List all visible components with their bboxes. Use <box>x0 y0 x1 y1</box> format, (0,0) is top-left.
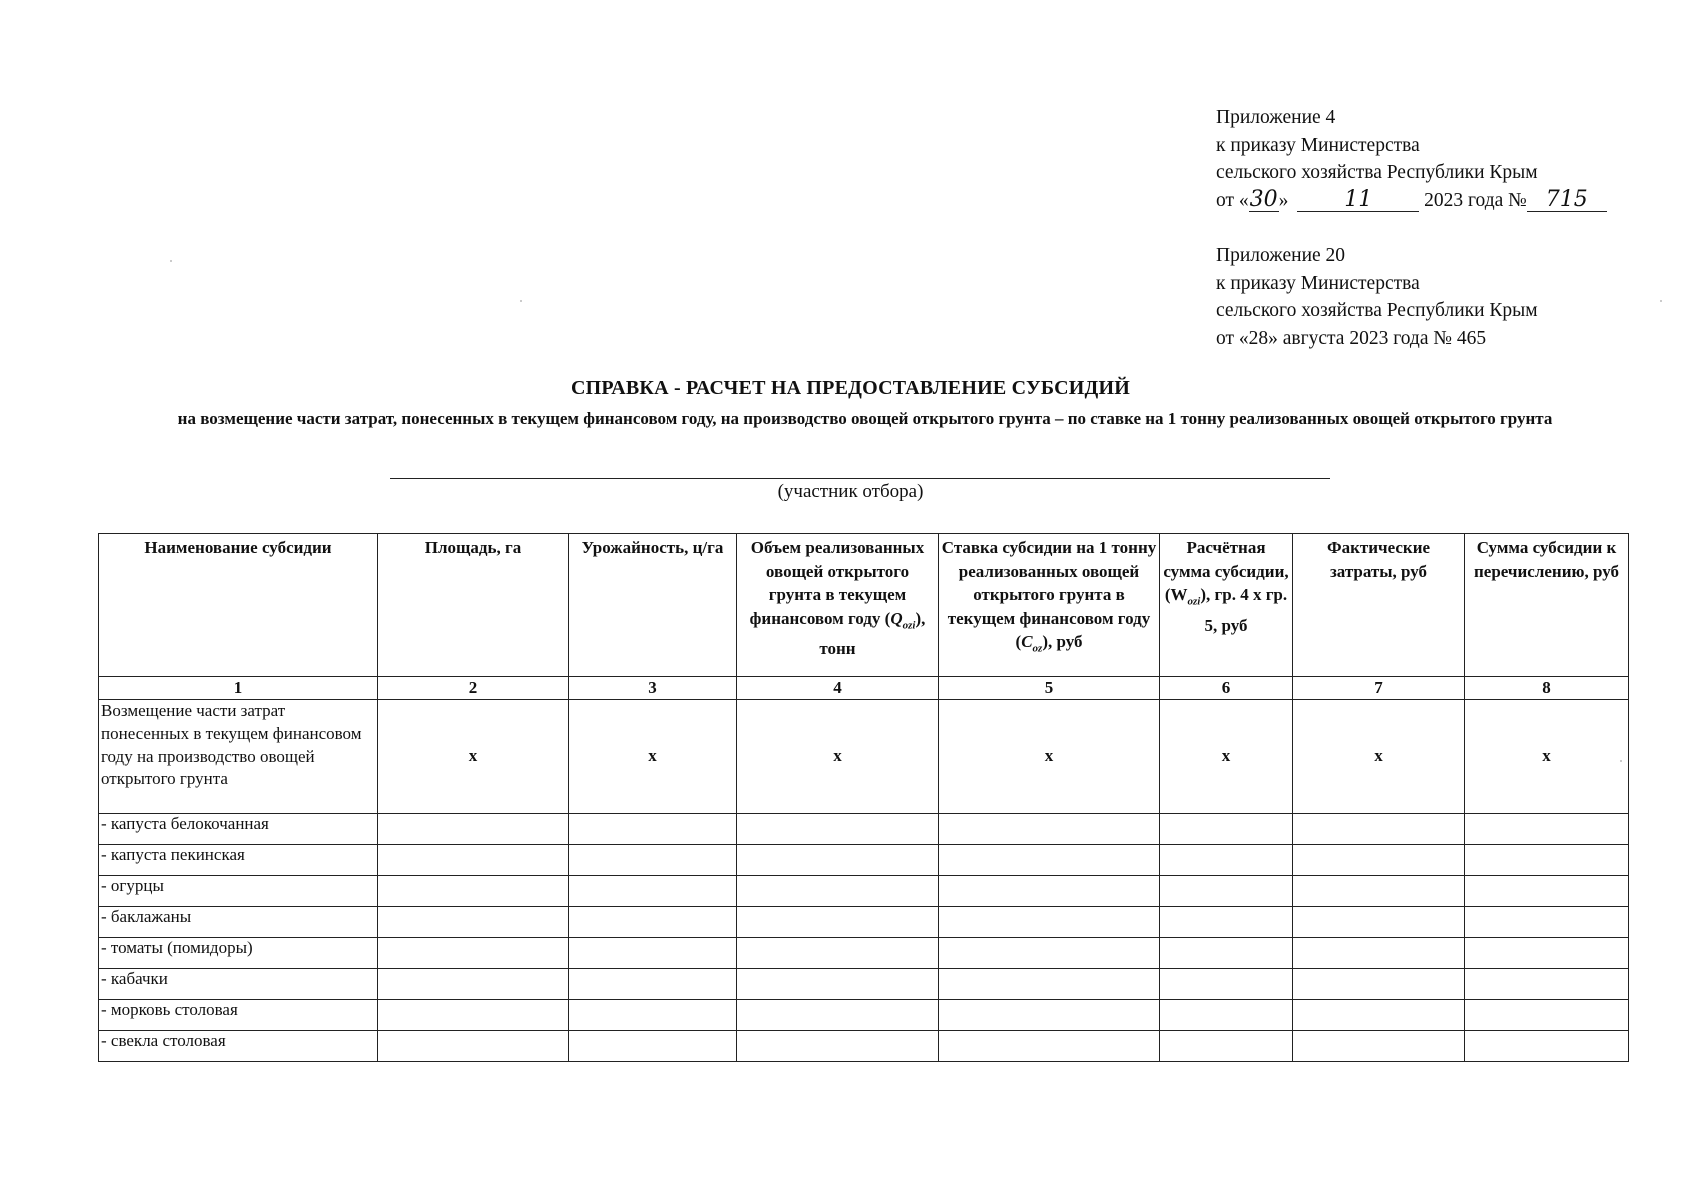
column-number: 7 <box>1293 677 1465 700</box>
empty-cell <box>737 969 939 1000</box>
empty-cell <box>939 845 1160 876</box>
header-calculated-sum <box>1160 534 1293 677</box>
empty-cell <box>1160 1000 1293 1031</box>
empty-cell <box>378 814 569 845</box>
table-row <box>99 907 1629 938</box>
order-number-handwritten: 715 <box>1527 189 1607 212</box>
document-title: СПРАВКА - РАСЧЕТ НА ПРЕДОСТАВЛЕНИЕ СУБСИДИЙ <box>570 377 1131 399</box>
date-year-text: 2023 года № <box>1424 189 1527 211</box>
date-month-handwritten: 11 <box>1297 189 1419 212</box>
empty-cell <box>1293 876 1465 907</box>
column-number: 8 <box>1465 677 1629 700</box>
empty-cell <box>1293 907 1465 938</box>
empty-cell <box>737 876 939 907</box>
empty-cell <box>1465 938 1629 969</box>
not-applicable-mark: х <box>1465 700 1629 814</box>
empty-cell <box>1465 845 1629 876</box>
header-rate-tail: ), руб <box>1042 632 1083 651</box>
header-yield: Урожайность, ц/га <box>569 534 737 677</box>
scan-speck <box>1660 300 1662 302</box>
empty-cell <box>378 907 569 938</box>
empty-cell <box>737 814 939 845</box>
not-applicable-mark: х <box>569 700 737 814</box>
row-label: Возмещение части затрат понесенных в текущем финансовом году на производство овощей открытого грунта <box>99 700 378 814</box>
column-number: 1 <box>99 677 378 700</box>
empty-cell <box>737 1031 939 1062</box>
header-transfer-sum: Сумма субсидии к перечислению, руб <box>1465 534 1629 677</box>
empty-cell <box>1293 969 1465 1000</box>
empty-cell <box>1465 907 1629 938</box>
header-rate-symbol: C <box>1021 632 1033 651</box>
empty-cell <box>939 1031 1160 1062</box>
date-mid: » <box>1278 189 1289 211</box>
header-volume-symbol: Q <box>890 608 903 628</box>
table-row <box>99 814 1629 845</box>
appendix-20-ministry: сельского хозяйства Республики Крым <box>1216 300 1538 321</box>
not-applicable-mark: х <box>1293 700 1465 814</box>
crop-label: - томаты (помидоры) <box>99 938 378 969</box>
empty-cell <box>1293 938 1465 969</box>
empty-cell <box>378 1000 569 1031</box>
empty-cell <box>1465 814 1629 845</box>
column-number: 4 <box>737 677 939 700</box>
column-number: 2 <box>378 677 569 700</box>
empty-cell <box>378 969 569 1000</box>
empty-cell <box>1293 845 1465 876</box>
empty-cell <box>737 907 939 938</box>
subsidy-calculation-table <box>98 533 1629 1062</box>
appendix-4-title: Приложение 4 <box>1216 107 1336 128</box>
table-row <box>99 1031 1629 1062</box>
empty-cell <box>378 1031 569 1062</box>
header-calculated-sum-tail: ), гр. 4 х гр. 5, руб <box>1200 585 1288 635</box>
empty-cell <box>569 1031 737 1062</box>
table-row <box>99 969 1629 1000</box>
empty-cell <box>378 876 569 907</box>
appendix-20-order-ref: к приказу Министерства <box>1216 272 1420 294</box>
scan-speck <box>520 300 522 302</box>
not-applicable-mark: х <box>737 700 939 814</box>
column-number-row <box>99 677 1629 700</box>
empty-cell <box>939 907 1160 938</box>
column-number: 5 <box>939 677 1160 700</box>
header-rate-text: Ставка субсидии на 1 тонну реализованных овощей открытого грунта в текущем финансовом году ( <box>941 538 1157 651</box>
appendix-4-order-ref: к приказу Министерства <box>1216 134 1420 156</box>
crop-label: - баклажаны <box>99 907 378 938</box>
scan-speck <box>170 260 172 262</box>
crop-label: - огурцы <box>99 876 378 907</box>
header-rate-subscript: oz <box>1032 642 1043 655</box>
date-prefix: от « <box>1216 189 1249 211</box>
header-volume <box>737 534 939 677</box>
column-number: 3 <box>569 677 737 700</box>
empty-cell <box>939 814 1160 845</box>
header-subsidy-name: Наименование субсидии <box>99 534 378 677</box>
empty-cell <box>737 845 939 876</box>
crop-label: - капуста белокочанная <box>99 814 378 845</box>
header-area: Площадь, га <box>378 534 569 677</box>
empty-cell <box>569 1000 737 1031</box>
empty-cell <box>1160 814 1293 845</box>
empty-cell <box>1293 814 1465 845</box>
header-calculated-sum-subscript: ozi <box>1187 595 1201 608</box>
empty-cell <box>939 938 1160 969</box>
empty-cell <box>1465 876 1629 907</box>
appendix-20-block <box>1216 242 1538 352</box>
table-header-row <box>99 534 1629 677</box>
empty-cell <box>939 969 1160 1000</box>
empty-cell <box>569 814 737 845</box>
empty-cell <box>569 938 737 969</box>
header-calculated-sum-text: Расчётная сумма субсидии, (W <box>1163 538 1289 604</box>
header-volume-tail: ), тонн <box>819 608 926 659</box>
table-row <box>99 938 1629 969</box>
empty-cell <box>1465 1000 1629 1031</box>
empty-cell <box>569 969 737 1000</box>
not-applicable-mark: х <box>939 700 1160 814</box>
empty-cell <box>1465 969 1629 1000</box>
empty-cell <box>737 938 939 969</box>
not-applicable-mark: х <box>378 700 569 814</box>
crop-label: - свекла столовая <box>99 1031 378 1062</box>
column-number: 6 <box>1160 677 1293 700</box>
table-row <box>99 845 1629 876</box>
participant-caption: (участник отбора) <box>777 481 924 502</box>
empty-cell <box>1160 907 1293 938</box>
date-day-handwritten: 30 <box>1249 186 1278 212</box>
crop-label: - капуста пекинская <box>99 845 378 876</box>
empty-cell <box>569 907 737 938</box>
empty-cell <box>569 845 737 876</box>
empty-cell <box>1465 1031 1629 1062</box>
empty-cell <box>1293 1031 1465 1062</box>
table-row <box>99 1000 1629 1031</box>
appendix-20-title: Приложение 20 <box>1216 245 1346 266</box>
empty-cell <box>1293 1000 1465 1031</box>
participant-fill-line <box>390 478 1330 479</box>
appendix-4-ministry: сельского хозяйства Республики Крым <box>1216 162 1538 183</box>
empty-cell <box>1160 969 1293 1000</box>
header-actual-costs: Фактические затраты, руб <box>1293 534 1465 677</box>
not-applicable-mark: х <box>1160 700 1293 814</box>
header-volume-subscript: ozi <box>902 618 916 631</box>
crop-label: - кабачки <box>99 969 378 1000</box>
appendix-4-date-line <box>1216 187 1607 215</box>
header-rate <box>939 534 1160 677</box>
document-subtitle: на возмещение части затрат, понесенных в текущем финансовом году, на производство овощей открытого грунта – по ставке на 1 тонну реализованных овощей открытого грунта <box>177 409 1553 428</box>
empty-cell <box>1160 938 1293 969</box>
empty-cell <box>569 876 737 907</box>
empty-cell <box>378 845 569 876</box>
empty-cell <box>737 1000 939 1031</box>
crop-label: - морковь столовая <box>99 1000 378 1031</box>
empty-cell <box>1160 1031 1293 1062</box>
appendix-20-date-line: от «28» августа 2023 года № 465 <box>1216 327 1487 349</box>
table-row <box>99 876 1629 907</box>
table-row-total <box>99 700 1629 814</box>
empty-cell <box>1160 845 1293 876</box>
empty-cell <box>939 876 1160 907</box>
empty-cell <box>939 1000 1160 1031</box>
empty-cell <box>378 938 569 969</box>
header-volume-text: Объем реализованных овощей открытого грунта в текущем финансовом году ( <box>749 538 925 628</box>
empty-cell <box>1160 876 1293 907</box>
appendix-4-block <box>1216 104 1607 214</box>
